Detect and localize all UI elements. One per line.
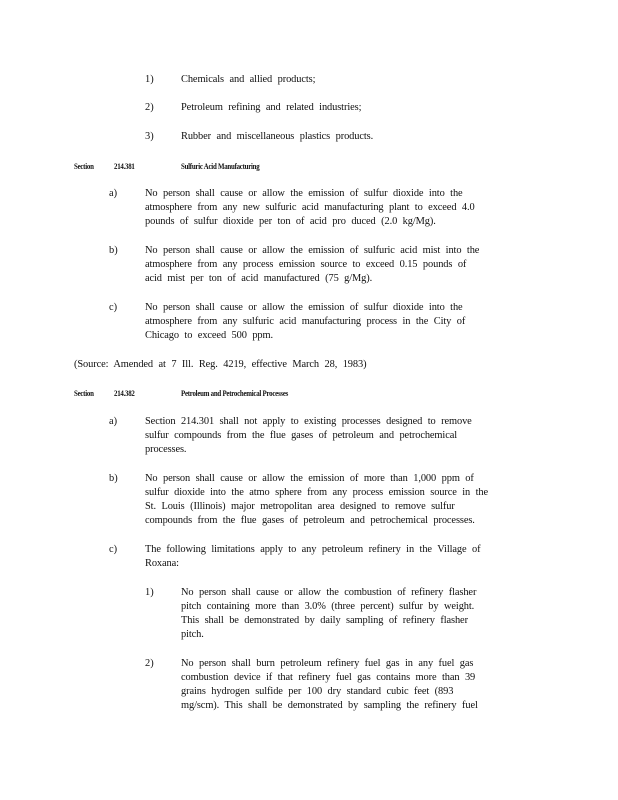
paragraph-line: pitch. [181,629,204,640]
item-label: a) [109,188,118,199]
paragraph-line: No person shall burn petroleum refinery fuel gas in any fuel gas [181,658,474,669]
item-label: b) [109,473,118,484]
paragraph-line: sulfur compounds from the flue gases of petroleum and petrochemical [145,430,458,441]
paragraph-line: No person shall cause or allow the emission of sulfur dioxide into the [145,188,463,199]
paragraph-line: atmosphere from any new sulfuric acid manufacturing plant to exceed 4.0 [145,202,475,213]
paragraph-line: Section 214.301 shall not apply to existing processes designed to remove [145,416,472,427]
paragraph-line: No person shall cause or allow the emission of more than 1,000 ppm of [145,473,474,484]
paragraph-line: acid mist per ton of acid manufactured (75 g/Mg). [145,273,373,284]
section-number: 214.381 [114,162,135,171]
paragraph-line: No person shall cause or allow the combustion of refinery flasher [181,587,477,598]
paragraph-line: atmosphere from any sulfuric acid manufacturing process in the City of [145,316,466,327]
paragraph-line: St. Louis (Illinois) major metropolitan area designed to remove sulfur [145,501,455,512]
section-word: Section [74,162,94,171]
section-title: Petroleum and Petrochemical Processes [181,389,289,398]
paragraph-line: combustion device if that refinery fuel gas contains more than 39 [181,672,476,683]
item-label: c) [109,302,118,313]
paragraph-line: atmosphere from any process emission source to exceed 0.15 pounds of [145,259,467,270]
paragraph-line: pitch containing more than 3.0% (three percent) sulfur by weight. [181,601,475,612]
item-label: a) [109,416,118,427]
paragraph-line: No person shall cause or allow the emission of sulfuric acid mist into the [145,245,480,256]
paragraph-line: This shall be demonstrated by daily sampling of refinery flasher [181,615,468,626]
paragraph-line: pounds of sulfur dioxide per ton of acid pro duced (2.0 kg/Mg). [145,216,436,227]
paragraph-line: Chicago to exceed 500 ppm. [145,330,273,341]
section-number: 214.382 [114,389,135,398]
list-number: 1) [145,74,154,85]
section-word: Section [74,389,94,398]
item-label: b) [109,245,118,256]
paragraph-line: mg/scm). This shall be demonstrated by sampling the refinery fuel [181,700,478,711]
paragraph-line: processes. [145,444,187,455]
section-title: Sulfuric Acid Manufacturing [181,162,260,171]
source-note: (Source: Amended at 7 Ill. Reg. 4219, effective March 28, 1983) [74,359,367,370]
paragraph-line: No person shall cause or allow the emission of sulfur dioxide into the [145,302,463,313]
paragraph-line: grains hydrogen sulfide per 100 dry standard cubic feet (893 [181,686,454,697]
paragraph-line: sulfur dioxide into the atmo sphere from any process emission source in the [145,487,489,498]
paragraph-line: The following limitations apply to any petroleum refinery in the Village of [145,544,481,555]
list-number: 2) [145,102,154,113]
list-number: 3) [145,131,154,142]
list-text: Rubber and miscellaneous plastics products. [181,131,374,142]
list-text: Petroleum refining and related industries; [181,102,362,113]
paragraph-line: Roxana: [145,558,179,569]
list-text: Chemicals and allied products; [181,74,316,85]
item-label: c) [109,544,118,555]
sub-item-label: 1) [145,587,154,598]
paragraph-line: compounds from the flue gases of petroleum and petrochemical processes. [145,515,475,526]
sub-item-label: 2) [145,658,154,669]
